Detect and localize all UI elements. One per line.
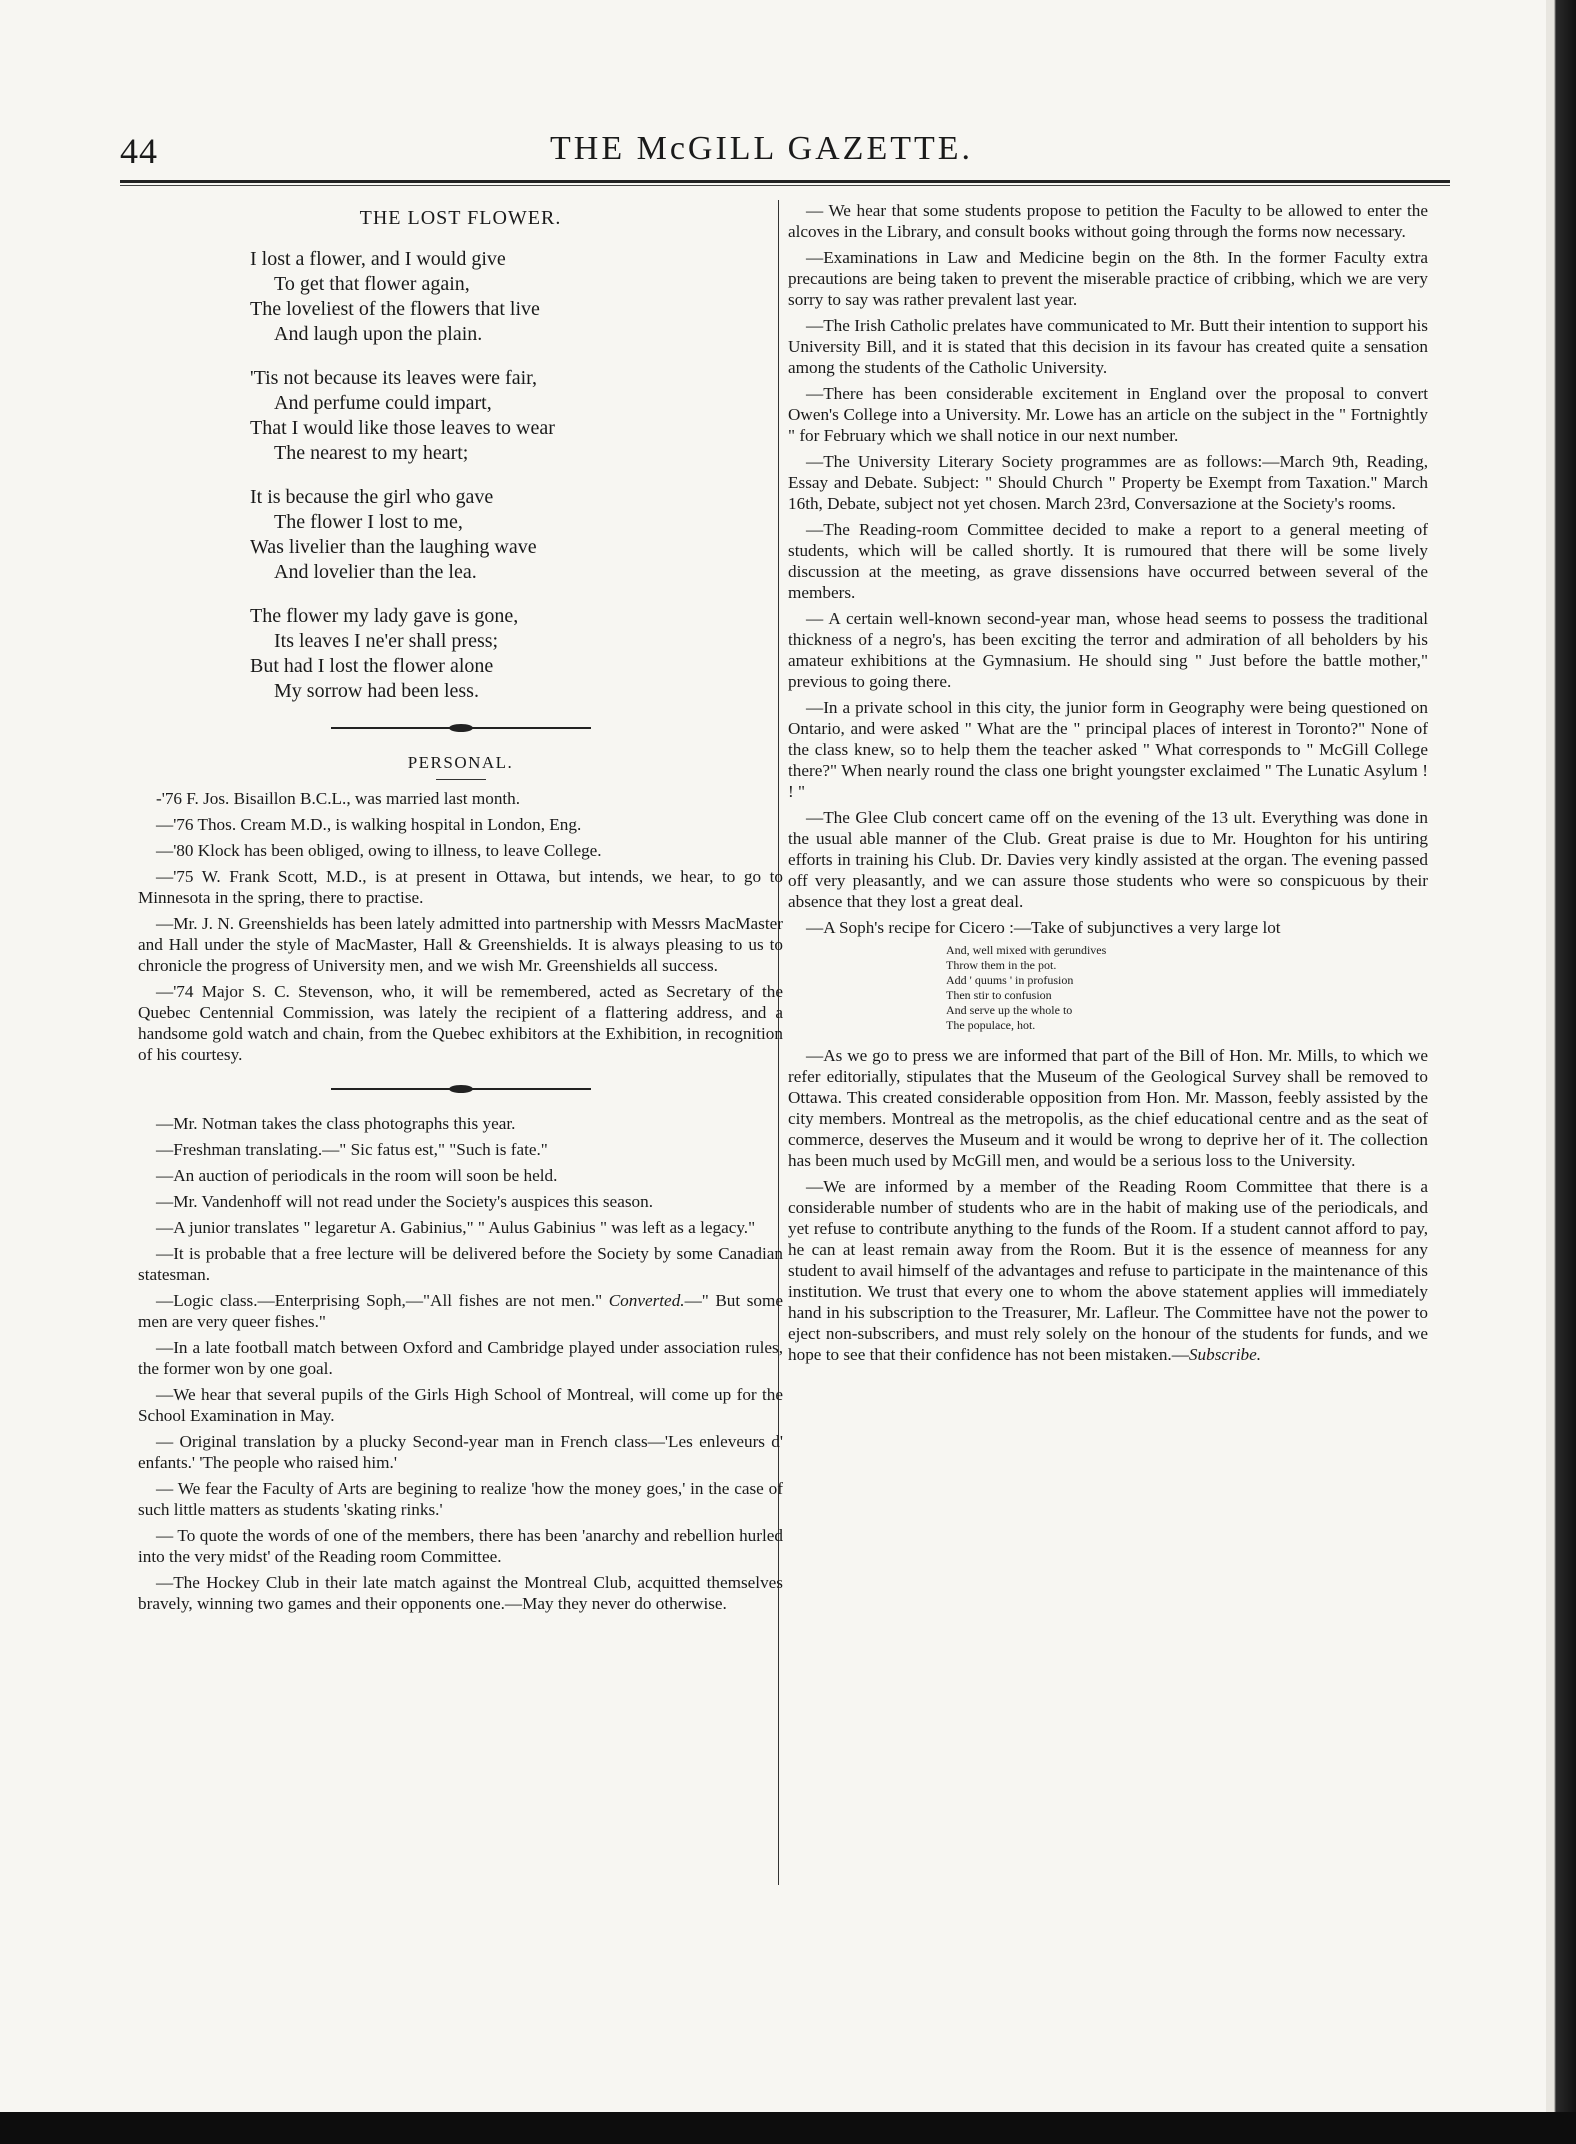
poem-stanza [138, 366, 783, 466]
news-item: —Freshman translating.—" Sic fatus est," "Such is fate." [156, 1140, 548, 1159]
news-item: —An auction of periodicals in the room will soon be held. [156, 1166, 558, 1185]
poem-line: Was livelier than the laughing wave [250, 536, 537, 558]
right-column [788, 200, 1428, 1370]
news-item-final [788, 1176, 1428, 1365]
heading-rule [436, 779, 486, 780]
personal-item: —'74 Major S. C. Stevenson, who, it will be remembered, acted as Secretary of the Quebec Centennial Commission, was lately the recipient of a flattering address, and a handsome gold watch and chain, from the Quebec exhibitors at the Exhibition, in recognition of his courtesy. [138, 982, 783, 1064]
personal-heading: PERSONAL. [407, 753, 514, 772]
recipe-verse [946, 943, 1428, 1033]
poem-line: 'Tis not because its leaves were fair, [250, 367, 537, 389]
poem-line: And laugh upon the plain. [274, 323, 483, 345]
poem-line: The nearest to my heart; [274, 442, 469, 464]
poem-line: The flower my lady gave is gone, [250, 605, 519, 627]
page-edge-right [1546, 0, 1576, 2144]
news-item: — To quote the words of one of the members, there has been 'anarchy and rebellion hurled into the very midst' of the Reading room Committee. [138, 1526, 783, 1566]
news-item: — A certain well-known second-year man, whose head seems to possess the traditional thickness of a negro's, has been exciting the terror and admiration of all beholders by his amateur exhibitions at the Gymnasium. He should sing " Just before the battle mother," previous to going there. [788, 609, 1428, 691]
recipe-line: Throw them in the pot. [946, 958, 1057, 972]
news-item: —In a late football match between Oxford and Cambridge played under association rules, the former won by one goal. [138, 1338, 783, 1378]
news-item: — Original translation by a plucky Second-year man in French class—'Les enleveurs d' enfants.' 'The people who raised him.' [138, 1432, 783, 1472]
poem-title: THE LOST FLOWER. [359, 207, 562, 229]
recipe-line: And serve up the whole to [946, 1003, 1073, 1017]
poem-line: And perfume could impart, [274, 392, 492, 414]
ornamental-divider [331, 1085, 591, 1093]
recipe-line: The populace, hot. [946, 1018, 1036, 1032]
poem-stanza [138, 247, 783, 347]
news-item: —It is probable that a free lecture will be delivered before the Society by some Canadian statesman. [138, 1244, 783, 1284]
poem-stanza [138, 485, 783, 585]
news-item: —We hear that several pupils of the Girls High School of Montreal, will come up for the School Examination in May. [138, 1385, 783, 1425]
news-item: —In a private school in this city, the junior form in Geography were being questioned on Ontario, and were asked " What are the " principal places of interest in Toronto?" None of the class knew, so to help them the teacher asked " What corresponds to " McGill College there?" When nearly round the class one bright youngster exclaimed " The Lunatic Asylum ! ! " [788, 698, 1428, 801]
personal-item: —'76 Thos. Cream M.D., is walking hospital in London, Eng. [156, 815, 582, 834]
poem-line: But had I lost the flower alone [250, 655, 494, 677]
news-item: —Examinations in Law and Medicine begin on the 8th. In the former Faculty extra precautions are being taken to prevent the miserable practice of cribbing, which we are very sorry to say was rather prevalent last year. [788, 248, 1428, 309]
ornamental-divider [331, 724, 591, 732]
poem-line: It is because the girl who gave [250, 486, 494, 508]
recipe-line: And, well mixed with gerundives [946, 943, 1107, 957]
logic-converted: Converted. [608, 1291, 685, 1310]
page-number: 44 [120, 131, 158, 171]
poem-stanza [138, 604, 783, 704]
news-item: —Mr. Notman takes the class photographs this year. [156, 1114, 516, 1133]
personal-item: —'80 Klock has been obliged, owing to illness, to leave College. [156, 841, 602, 860]
poem-line: I lost a flower, and I would give [250, 248, 506, 270]
news-item: —The Irish Catholic prelates have communicated to Mr. Butt their intention to support his University Bill, and it is stated that this decision in its favour has created quite a sensation among the students of the Catholic University. [788, 316, 1428, 377]
poem-line: The flower I lost to me, [274, 511, 463, 533]
news-item: —A Soph's recipe for Cicero :—Take of subjunctives a very large lot [806, 918, 1281, 937]
poem-line: My sorrow had been less. [274, 680, 479, 702]
recipe-line: Add ' quums ' in profusion [946, 973, 1074, 987]
logic-rest: —" But some men are very queer fishes." [138, 1291, 783, 1331]
news-item: —A junior translates " legaretur A. Gabinius," " Aulus Gabinius " was left as a legacy." [156, 1218, 756, 1237]
personal-item: —'75 W. Frank Scott, M.D., is at present in Ottawa, but intends, we hear, to go to Minnesota in the spring, there to practise. [138, 867, 783, 907]
header-rule [120, 180, 1450, 186]
poem-line: The loveliest of the flowers that live [250, 298, 540, 320]
news-item-logic [138, 1290, 783, 1332]
left-column [138, 200, 783, 1619]
news-item: —The Reading-room Committee decided to make a report to a general meeting of students, which will be called shortly. It is rumoured that there will be some lively discussion at the meeting, as grave dissensions have occurred between several of the members. [788, 520, 1428, 602]
poem-line: And lovelier than the lea. [274, 561, 477, 583]
news-item: —There has been considerable excitement in England over the proposal to convert Owen's College into a University. Mr. Lowe has an article on the subject in the " Fortnightly " for February which we shall notice in our next number. [788, 384, 1428, 445]
poem-line: To get that flower again, [274, 273, 470, 295]
personal-item: —Mr. J. N. Greenshields has been lately admitted into partnership with Messrs MacMaster and Hall under the style of MacMaster, Hall & Greenshields. It is always pleasing to us to chronicle the progress of University men, and we wish Mr. Greenshields all success. [138, 914, 783, 975]
news-item: —Mr. Vandenhoff will not read under the Society's auspices this season. [156, 1192, 653, 1211]
final-item-text: —We are informed by a member of the Reading Room Committee that there is a considerable number of students who are in the habit of making use of the periodicals, and yet refuse to contribute anything to the funds of the Room. If a student cannot afford to pay, he can at least remain away from the Room. But it is the essence of meanness for any student to avail himself of the advantages and refuse to participate in the maintenance of this institution. We trust that every one to whom the above statement applies will immediately hand in his subscription to the Treasurer, Mr. Lafleur. The Committee have not the power to eject non-subscribers, and must rely solely on the honour of the students for funds, and we hope to see that their confidence has not been mistaken.— [788, 1177, 1428, 1364]
poem-line: That I would like those leaves to wear [250, 417, 555, 439]
news-item: —The University Literary Society programmes are as follows:—March 9th, Reading, Essay and Debate. Subject: " Should Church " Property be Exempt from Taxation." March 16th, Debate, subject not yet chosen. March 23rd, Conversazione at the Society's rooms. [788, 452, 1428, 513]
recipe-line: Then stir to confusion [946, 988, 1052, 1002]
logic-text: —Logic class.—Enterprising Soph,—"All fishes are not men." [156, 1291, 603, 1310]
poem-line: Its leaves I ne'er shall press; [274, 630, 499, 652]
news-item: — We hear that some students propose to petition the Faculty to be allowed to enter the alcoves in the Library, and consult books without going through the forms now necessary. [788, 201, 1428, 241]
news-item: —As we go to press we are informed that part of the Bill of Hon. Mr. Mills, to which we refer editorially, stipulates that the Museum of the Geological Survey shall be removed to Ottawa. This created considerable opposition from Hon. Mr. Masson, feebly assisted by the city members. Montreal as the metropolis, as the chief educational centre and as the seat of commerce, deserves the Museum and it would be wrong to deprive her of it. The collection has been much used by McGill men, and would be a serious loss to the University. [788, 1046, 1428, 1170]
final-item-signoff: Subscribe. [1188, 1345, 1262, 1364]
masthead-title: THE McGILL GAZETTE. [550, 130, 974, 167]
news-item: —The Hockey Club in their late match against the Montreal Club, acquitted themselves bravely, winning two games and their opponents one.—May they never do otherwise. [138, 1573, 783, 1613]
page-edge-bottom [0, 2112, 1576, 2144]
news-item: — We fear the Faculty of Arts are begining to realize 'how the money goes,' in the case of such little matters as students 'skating rinks.' [138, 1479, 783, 1519]
news-item: —The Glee Club concert came off on the evening of the 13 ult. Everything was done in the usual able manner of the Club. Great praise is due to Mr. Houghton for his untiring efforts in training his Club. Dr. Davies very kindly assisted at the organ. The evening passed off very pleasantly, and we can assure those students who were so conspicuous by their absence that they lost a great deal. [788, 808, 1428, 911]
personal-item: -'76 F. Jos. Bisaillon B.C.L., was married last month. [156, 789, 521, 808]
